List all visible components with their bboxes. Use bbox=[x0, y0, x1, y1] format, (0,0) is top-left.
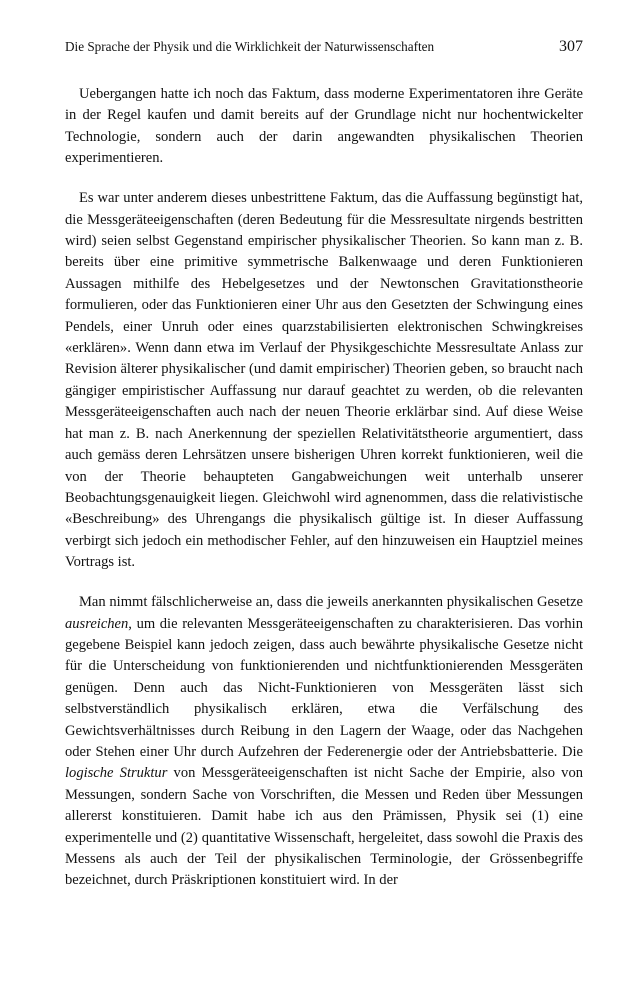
paragraph-3 bbox=[65, 592, 583, 892]
body-text bbox=[65, 84, 583, 892]
paragraph-1: Uebergangen hatte ich noch das Faktum, dass moderne Experimentatoren ihre Geräte in der Regel kaufen und damit bereits auf der Grundlage nicht nur hochentwickelter Technologie, sondern auch der darin angewandten physikalischen Theorien experimentieren. bbox=[65, 86, 583, 167]
running-title: Die Sprache der Physik und die Wirklichkeit der Naturwissenschaften bbox=[65, 39, 435, 54]
emphasis-logische-struktur: logische Struktur bbox=[65, 765, 168, 782]
paragraph-3-part-2: , um die relevanten Messgeräteeigenschaften zu charakterisieren. Das vorhin gegebene Beispiel kann jedoch zeigen, dass auch bewährte physikalische Gesetze nicht für die Unterscheidung von funktionierenden und nichtfunktionierenden Messgeräten genügen. Denn auch das Nicht-Funktionieren von Messgeräten lässt sich selbstverständlich physikalisch erklären, etwa die Verfälschung des Gewichtsverhältnisses durch Reibung in den Lagern der Waage, oder das Nachgehen oder Stehen einer Uhr durch Aufzehren der Federenergie oder der Antriebsbatterie. Die bbox=[65, 615, 583, 760]
paragraph-3-part-1: Man nimmt fälschlicherweise an, dass die jeweils anerkannten physikalischen Gesetze bbox=[79, 594, 583, 611]
emphasis-ausreichen: ausreichen bbox=[65, 615, 129, 632]
paragraph-2: Es war unter anderem dieses unbestrittene Faktum, das die Auffassung begünstigt hat, die Messgeräteeigenschaften (deren Bedeutung für die Messresultate nirgends bestritten wird) seien selbst Gegenstand empirischer physikalischer Theorien. So kann man z. B. bereits über eine primitive symmetrische Balkenwaage und deren Funktionieren Aussagen mithilfe des Hebelgesetzes und der Newtonschen Gravitationstheorie formulieren, oder das Funktionieren einer Uhr aus den Gesetzten der Schwingung eines Pendels, einer Unruh oder eines quarzstabilisierten elektronischen Schwingkreises «erklären». Wenn dann etwa im Verlauf der Physikgeschichte Messresultate Anlass zur Revision älterer physikalischer (und damit empirischer) Theorien geben, so braucht nach gängiger empiristischer Auffassung nur darauf geachtet zu werden, ob die relevanten Messgeräteeigenschaften auch nach der neuen Theorie erklärbar sind. Auf diese Weise hat man z. B. nach Anerkennung der speziellen Relativitätstheorie argumentiert, dass auch gemäss deren Lehrsätzen unsere bisherigen Uhren korrekt funktionieren, weil die von der Theorie behaupteten Gangabweichungen weit unterhalb unserer Beobachtungsgenauigkeit liegen. Gleichwohl wird agnenommen, dass die relativistische «Beschreibung» des Uhrengangs die physikalisch gültige ist. In dieser Auffassung verbirgt sich jedoch ein methodischer Fehler, auf den hinzuweisen ein Hauptziel meines Vortrags ist. bbox=[65, 190, 583, 571]
page-number: 307 bbox=[559, 38, 583, 55]
paragraph-3-part-3: von Messgeräteeigenschaften ist nicht Sache der Empirie, also von Messungen, sondern Sache von Vorschriften, die Messen und Reden über Messungen allererst konstituieren. Damit habe ich aus den Prämissen, Physik sei (1) eine experimentelle und (2) quantitative Wissenschaft, hergeleitet, dass sowohl die Praxis des Messens als auch der Teil der physikalischen Terminologie, der Grössenbegriffe bezeichnet, durch Präskriptionen konstituiert wird. In der bbox=[65, 765, 583, 889]
running-header bbox=[65, 38, 583, 56]
